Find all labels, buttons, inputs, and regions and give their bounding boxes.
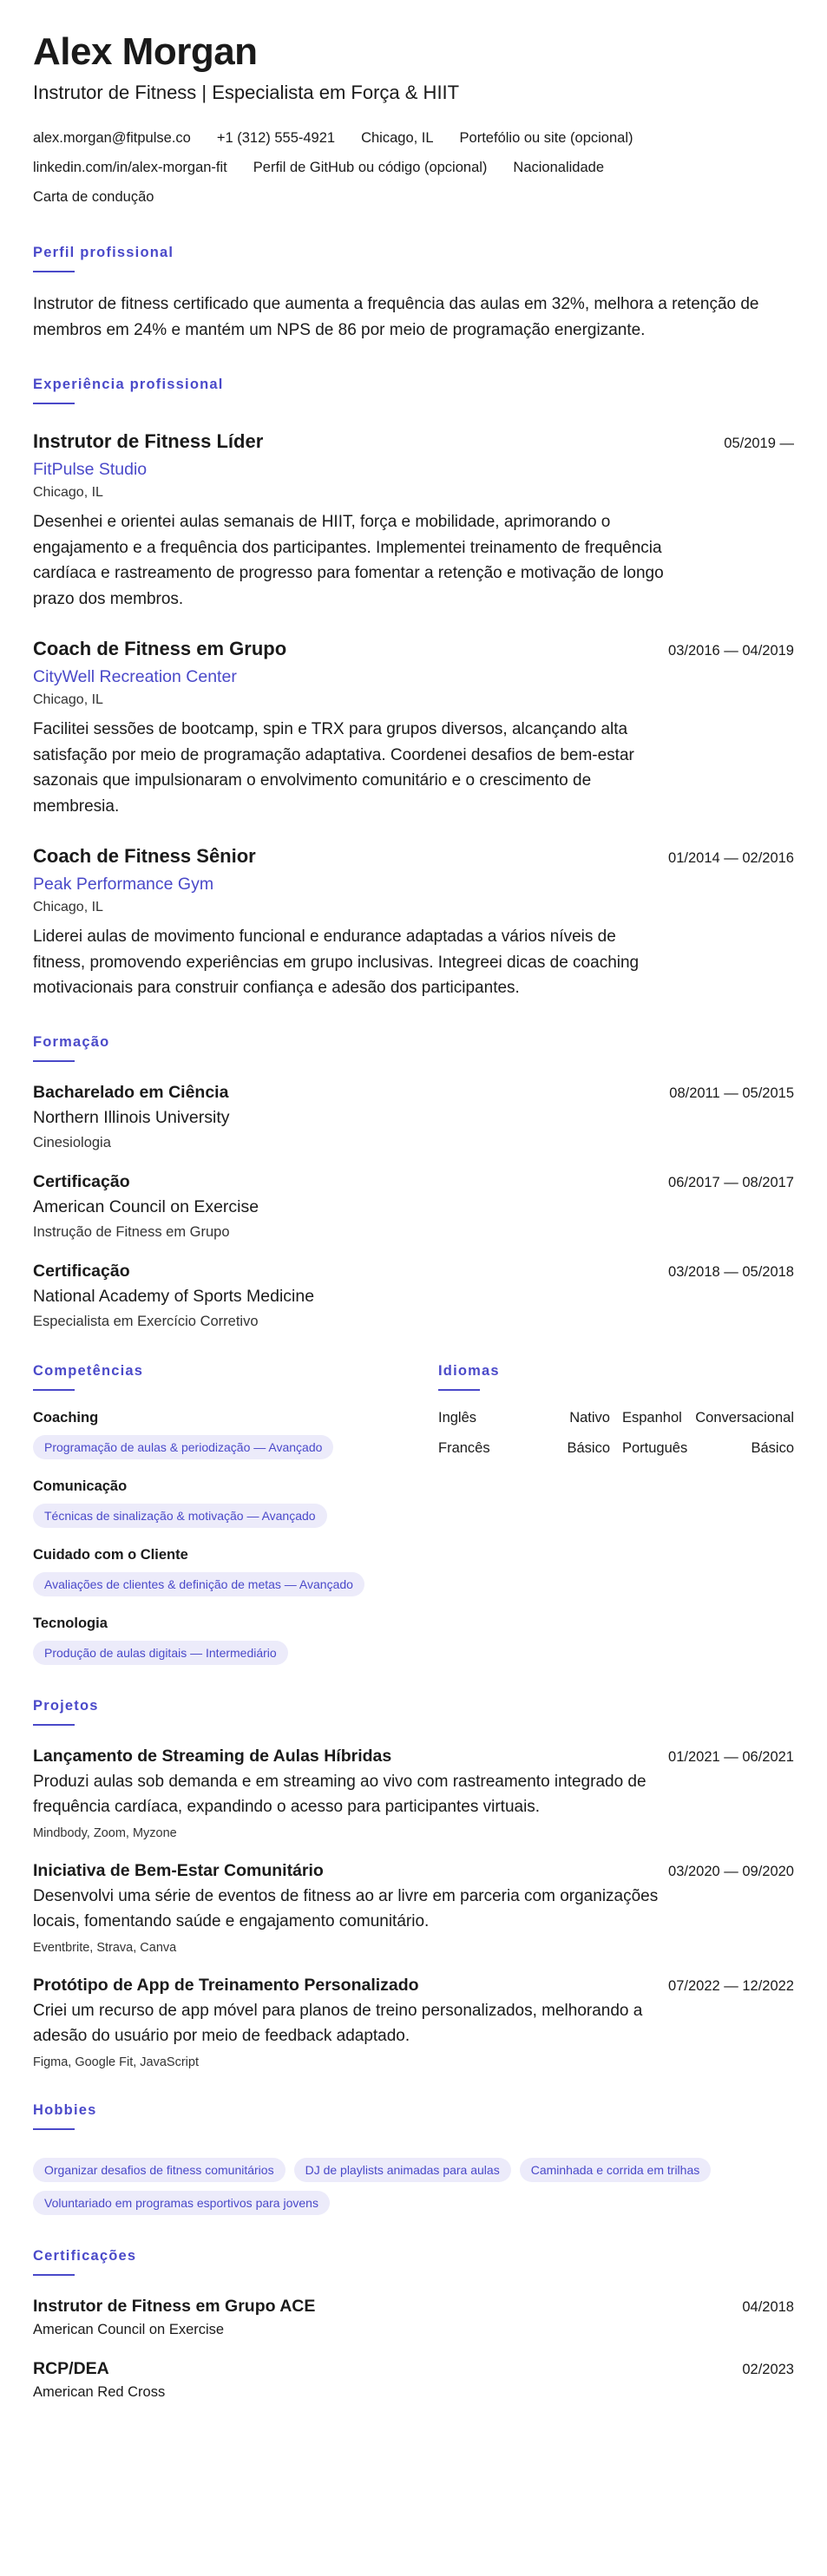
certification-issuer: American Council on Exercise bbox=[33, 2321, 225, 2337]
skill-group-title: Cuidado com o Cliente bbox=[33, 1546, 188, 1563]
certification-item bbox=[33, 2297, 794, 2338]
hobby-chip: DJ de playlists animadas para aulas bbox=[294, 2158, 511, 2182]
skill-chip: Técnicas de sinalização & motivação — Avançado bbox=[33, 1504, 327, 1528]
project-description: Criei um recurso de app móvel para planos de treino personalizados, melhorando a adesão do usuário por meio de feedback adaptado. bbox=[33, 2001, 643, 2046]
language-name: Português bbox=[622, 1439, 688, 1456]
contact-location: Chicago, IL bbox=[361, 130, 434, 147]
project-item bbox=[33, 1747, 794, 1840]
project-item bbox=[33, 1976, 794, 2069]
education-item bbox=[33, 1083, 794, 1151]
experience-item bbox=[33, 638, 794, 819]
education-dates: 08/2011 — 05/2015 bbox=[669, 1085, 794, 1101]
candidate-name: Alex Morgan bbox=[33, 30, 258, 73]
contact-email[interactable]: alex.morgan@fitpulse.co bbox=[33, 130, 191, 147]
headline: Instrutor de Fitness | Especialista em Força & HIIT bbox=[33, 82, 460, 104]
contact-portfolio[interactable]: Portefólio ou site (opcional) bbox=[459, 130, 633, 147]
skill-chip: Programação de aulas & periodização — Avançado bbox=[33, 1435, 333, 1459]
skill-group bbox=[33, 1410, 438, 1459]
section-title: Perfil profissional bbox=[33, 245, 174, 261]
field-of-study: Especialista em Exercício Corretivo bbox=[33, 1313, 259, 1329]
company-name: CityWell Recreation Center bbox=[33, 667, 237, 687]
project-description: Desenvolvi uma série de eventos de fitness ao ar livre em parceria com organizações locais, fomentando saúde e engajamento comunitário. bbox=[33, 1886, 659, 1931]
certification-issuer: American Red Cross bbox=[33, 2383, 166, 2400]
project-tech: Mindbody, Zoom, Myzone bbox=[33, 1825, 177, 1840]
job-title: Coach de Fitness em Grupo bbox=[33, 638, 287, 660]
field-of-study: Cinesiologia bbox=[33, 1134, 111, 1150]
school-name: Northern Illinois University bbox=[33, 1107, 230, 1127]
education-dates: 06/2017 — 08/2017 bbox=[668, 1174, 794, 1190]
skill-chip: Avaliações de clientes & definição de metas — Avançado bbox=[33, 1572, 364, 1596]
language-item bbox=[622, 1440, 794, 1457]
job-location: Chicago, IL bbox=[33, 900, 103, 915]
language-list bbox=[438, 1410, 794, 1457]
language-item bbox=[438, 1410, 610, 1426]
job-dates: 03/2016 — 04/2019 bbox=[668, 643, 794, 659]
project-dates: 07/2022 — 12/2022 bbox=[668, 1977, 794, 1994]
project-dates: 03/2020 — 09/2020 bbox=[668, 1863, 794, 1879]
job-description: Liderei aulas de movimento funcional e endurance adaptadas a vários níveis de fitness, promovendo experiências em grupo inclusivas. Integreei dicas de coaching motivacionais para construir confiança e adesão dos participantes. bbox=[33, 927, 640, 998]
skill-group-title: Tecnologia bbox=[33, 1615, 108, 1631]
job-title: Coach de Fitness Sênior bbox=[33, 845, 256, 868]
section-divider bbox=[33, 1389, 75, 1391]
skill-group-title: Comunicação bbox=[33, 1478, 128, 1494]
job-dates: 01/2014 — 02/2016 bbox=[668, 850, 794, 867]
contact-phone[interactable]: +1 (312) 555-4921 bbox=[216, 130, 336, 147]
skill-group bbox=[33, 1616, 438, 1665]
project-item bbox=[33, 1861, 794, 1955]
skill-group bbox=[33, 1478, 438, 1528]
section-divider bbox=[33, 1060, 75, 1062]
company-name: FitPulse Studio bbox=[33, 460, 148, 480]
education-section bbox=[33, 1034, 794, 1330]
skills-languages-row bbox=[33, 1363, 794, 1665]
hobby-chip: Voluntariado em programas esportivos para jovens bbox=[33, 2191, 330, 2215]
degree: Certificação bbox=[33, 1261, 130, 1281]
language-name: Espanhol bbox=[622, 1409, 682, 1426]
summary-text: Instrutor de fitness certificado que aumenta a frequência das aulas em 32%, melhora a retenção de membros em 24% e mantém um NPS de 86 por meio de programação energizante. bbox=[33, 295, 759, 340]
section-title: Experiência profissional bbox=[33, 377, 224, 393]
skills-section bbox=[33, 1363, 438, 1665]
field-of-study: Instrução de Fitness em Grupo bbox=[33, 1223, 230, 1240]
language-name: Inglês bbox=[438, 1409, 477, 1426]
contact-list bbox=[33, 123, 719, 212]
degree: Bacharelado em Ciência bbox=[33, 1082, 229, 1102]
language-item bbox=[438, 1440, 610, 1457]
contact-driving-license: Carta de condução bbox=[33, 189, 154, 206]
skill-chip: Produção de aulas digitais — Intermediário bbox=[33, 1641, 288, 1665]
contact-github[interactable]: Perfil de GitHub ou código (opcional) bbox=[253, 160, 488, 176]
job-description: Desenhei e orientei aulas semanais de HIIT, força e mobilidade, aprimorando o engajamento e a frequência dos participantes. Implementei treinamento de frequência cardíaca e rastreamento de progresso para fomentar a retenção e motivação de longo prazo dos membros. bbox=[33, 513, 664, 608]
experience-item bbox=[33, 430, 794, 612]
languages-section bbox=[438, 1363, 794, 1665]
language-name: Francês bbox=[438, 1439, 490, 1456]
job-location: Chicago, IL bbox=[33, 692, 103, 708]
project-title: Lançamento de Streaming de Aulas Híbridas bbox=[33, 1746, 392, 1766]
contact-nationality: Nacionalidade bbox=[513, 160, 604, 176]
company-name: Peak Performance Gym bbox=[33, 875, 214, 895]
language-level: Básico bbox=[751, 1439, 794, 1456]
education-item bbox=[33, 1172, 794, 1241]
section-title: Projetos bbox=[33, 1697, 99, 1714]
section-title: Formação bbox=[33, 1033, 110, 1050]
experience-section bbox=[33, 377, 794, 1001]
contact-linkedin[interactable]: linkedin.com/in/alex-morgan-fit bbox=[33, 160, 227, 176]
project-tech: Figma, Google Fit, JavaScript bbox=[33, 2055, 199, 2069]
language-item bbox=[622, 1410, 794, 1426]
experience-item bbox=[33, 845, 794, 1001]
section-divider bbox=[33, 2128, 75, 2130]
project-title: Iniciativa de Bem-Estar Comunitário bbox=[33, 1860, 324, 1880]
certification-item bbox=[33, 2359, 794, 2401]
section-divider bbox=[438, 1389, 480, 1391]
language-level: Nativo bbox=[569, 1409, 610, 1426]
section-title: Competências bbox=[33, 1362, 144, 1379]
certification-title: RCP/DEA bbox=[33, 2358, 109, 2378]
education-item bbox=[33, 1262, 794, 1330]
job-location: Chicago, IL bbox=[33, 485, 103, 501]
skill-group bbox=[33, 1547, 438, 1596]
hobby-chip: Caminhada e corrida em trilhas bbox=[520, 2158, 712, 2182]
education-dates: 03/2018 — 05/2018 bbox=[668, 1263, 794, 1280]
section-title: Certificações bbox=[33, 2247, 137, 2264]
hobby-list bbox=[33, 2149, 794, 2215]
degree: Certificação bbox=[33, 1171, 130, 1191]
job-dates: 05/2019 — bbox=[724, 436, 794, 452]
language-level: Conversacional bbox=[695, 1409, 794, 1426]
skill-group-title: Coaching bbox=[33, 1409, 99, 1426]
job-description: Facilitei sessões de bootcamp, spin e TRX para grupos diversos, alcançando alta satisfação por meio de programação adaptativa. Coordenei desafios de bem-estar sazonais que impulsionaram o envolvimento comunitário e o crescimento de membresia. bbox=[33, 720, 634, 816]
certifications-section bbox=[33, 2248, 794, 2401]
job-title: Instrutor de Fitness Líder bbox=[33, 430, 264, 453]
school-name: National Academy of Sports Medicine bbox=[33, 1286, 315, 1306]
section-divider bbox=[33, 271, 75, 272]
certification-title: Instrutor de Fitness em Grupo ACE bbox=[33, 2296, 316, 2316]
section-divider bbox=[33, 1724, 75, 1726]
hobby-chip: Organizar desafios de fitness comunitários bbox=[33, 2158, 286, 2182]
project-dates: 01/2021 — 06/2021 bbox=[668, 1748, 794, 1765]
section-title: Hobbies bbox=[33, 2101, 97, 2118]
project-description: Produzi aulas sob demanda e em streaming ao vivo com rastreamento integrado de frequência cardíaca, expandindo o acesso para participantes virtuais. bbox=[33, 1772, 647, 1817]
resume-header bbox=[33, 31, 794, 212]
section-title: Idiomas bbox=[438, 1362, 500, 1379]
project-tech: Eventbrite, Strava, Canva bbox=[33, 1940, 177, 1955]
certification-date: 04/2018 bbox=[742, 2298, 794, 2315]
section-divider bbox=[33, 403, 75, 404]
projects-section bbox=[33, 1698, 794, 2069]
hobbies-section bbox=[33, 2102, 794, 2215]
summary-section bbox=[33, 245, 794, 344]
school-name: American Council on Exercise bbox=[33, 1196, 259, 1216]
language-level: Básico bbox=[567, 1439, 610, 1456]
project-title: Protótipo de App de Treinamento Personalizado bbox=[33, 1975, 419, 1995]
certification-date: 02/2023 bbox=[742, 2361, 794, 2377]
section-divider bbox=[33, 2274, 75, 2276]
